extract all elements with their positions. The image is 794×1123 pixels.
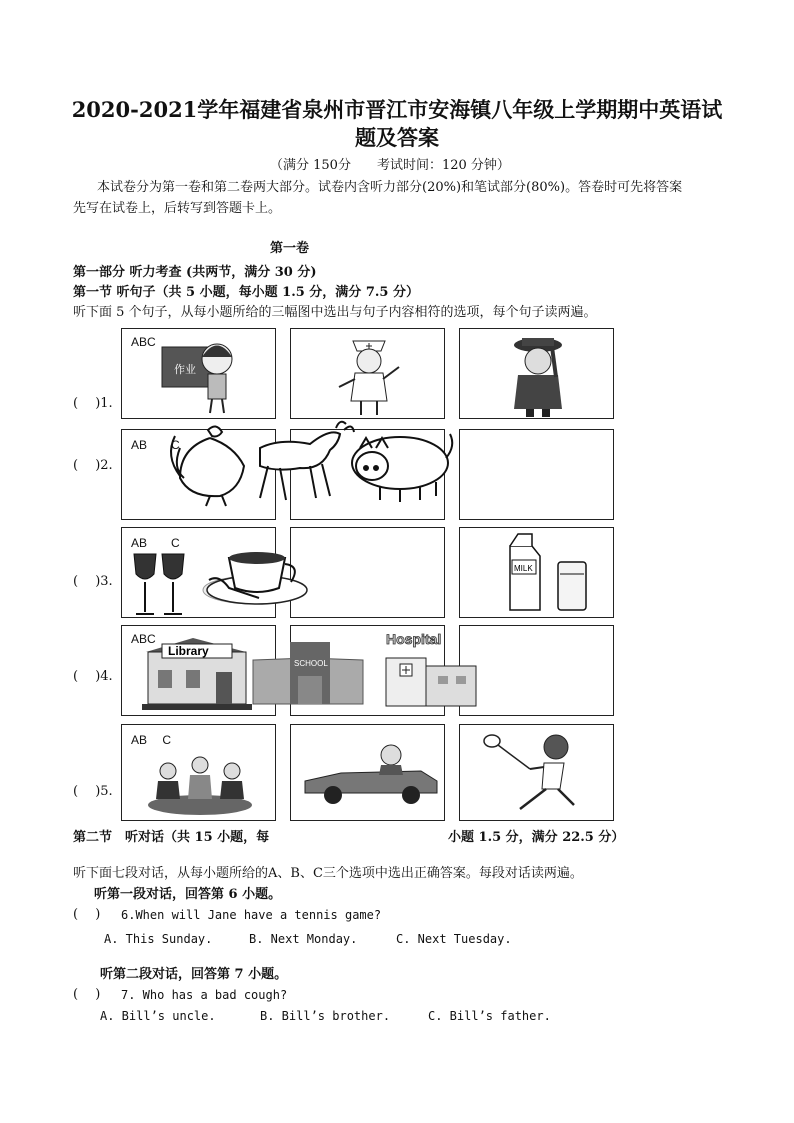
dialogue1-heading: 听第一段对话，回答第 6 小题。 (94, 887, 282, 902)
option-labels-5: AB C (131, 733, 172, 747)
library-sign: Library (168, 644, 209, 658)
doc-title-line2: 题及答案 (355, 125, 439, 150)
question-number-3: ( )3. (73, 574, 113, 589)
library-school-hospital-picture (138, 630, 493, 712)
q6-option-c[interactable]: C. Next Tuesday. (396, 932, 512, 946)
intro-line1: 本试卷分为第一卷和第二卷两大部分。试卷内含听力部分(20%)和笔试部分(80%)。答卷时可先将答案 (97, 180, 683, 195)
option-labels-4: ABC (131, 632, 156, 646)
dialogue2-heading: 听第二段对话，回答第 7 小题。 (100, 967, 288, 982)
section1-instructions: 听下面 5 个句子，从每小题所给的三幅图中选出与句子内容相符的选项，每个句子读两遍。 (73, 305, 597, 320)
picture-box-5a[interactable] (121, 724, 276, 821)
picture-box-5b[interactable] (290, 724, 445, 821)
picture-box-3c[interactable] (459, 527, 614, 618)
question-number-2: ( )2. (73, 458, 113, 473)
chalkboard-text: 作业 (174, 363, 196, 376)
part1-heading: 第一部分 听力考查 (共两节，满分 30 分) (73, 265, 317, 280)
section2-heading-left: 第二节 听对话（共 15 小题，每 (73, 830, 270, 845)
intro-line2: 先写在试卷上，后转写到答题卡上。 (73, 201, 282, 216)
section1-heading: 第一节 听句子（共 5 小题，每小题 1.5 分，满分 7.5 分） (73, 285, 419, 300)
picture-box-1c[interactable] (459, 328, 614, 419)
option-labels-3: AB C (131, 536, 180, 550)
volume-heading: 第一卷 (270, 241, 310, 256)
q7-option-a[interactable]: A. Bill’s uncle. (100, 1009, 216, 1023)
q6-answer-paren[interactable]: ( ) (73, 907, 101, 922)
exam-info: （满分 150分 考试时间：120 分钟） (270, 158, 510, 173)
picture-box-2c[interactable] (459, 429, 614, 520)
question-number-4: ( )4. (73, 669, 113, 684)
q6-text: 6.When will Jane have a tennis game? (121, 908, 382, 922)
police-officer-picture (460, 329, 614, 419)
badminton-picture (460, 725, 614, 821)
q7-text: 7. Who has a bad cough? (121, 988, 288, 1002)
man-driving-car-picture (291, 725, 445, 821)
q7-answer-paren[interactable]: ( ) (73, 987, 101, 1002)
question-number-5: ( )5. (73, 784, 113, 799)
section2-heading-right: 小题 1.5 分，满分 22.5 分） (448, 830, 625, 845)
school-sign: SCHOOL (294, 659, 328, 668)
milk-label: MILK (514, 564, 533, 573)
picture-box-5c[interactable] (459, 724, 614, 821)
picture-box-1a[interactable] (121, 328, 276, 419)
option-labels-2: AB C (131, 438, 180, 452)
q7-option-b[interactable]: B. Bill’s brother. (260, 1009, 391, 1023)
q6-option-a[interactable]: A. This Sunday. (104, 932, 213, 946)
section2-instructions: 听下面七段对话，从每小题所给的A、B、C三个选项中选出正确答案。每段对话读两遍。 (73, 866, 583, 881)
question-number-1: ( )1. (73, 396, 113, 411)
coffee-cup-picture (205, 540, 315, 615)
doc-title-line1: 2020-2021学年福建省泉州市晋江市安海镇八年级上学期期中英语试 (71, 97, 723, 122)
hospital-sign: Hospital (386, 631, 442, 647)
nurse-picture (291, 329, 445, 419)
milk-picture (460, 528, 614, 618)
option-labels-1: ABC (131, 335, 156, 349)
picture-box-1b[interactable] (290, 328, 445, 419)
q7-option-c[interactable]: C. Bill’s father. (428, 1009, 551, 1023)
rooster-goat-pig-picture (160, 418, 460, 508)
q6-option-b[interactable]: B. Next Monday. (249, 932, 358, 946)
